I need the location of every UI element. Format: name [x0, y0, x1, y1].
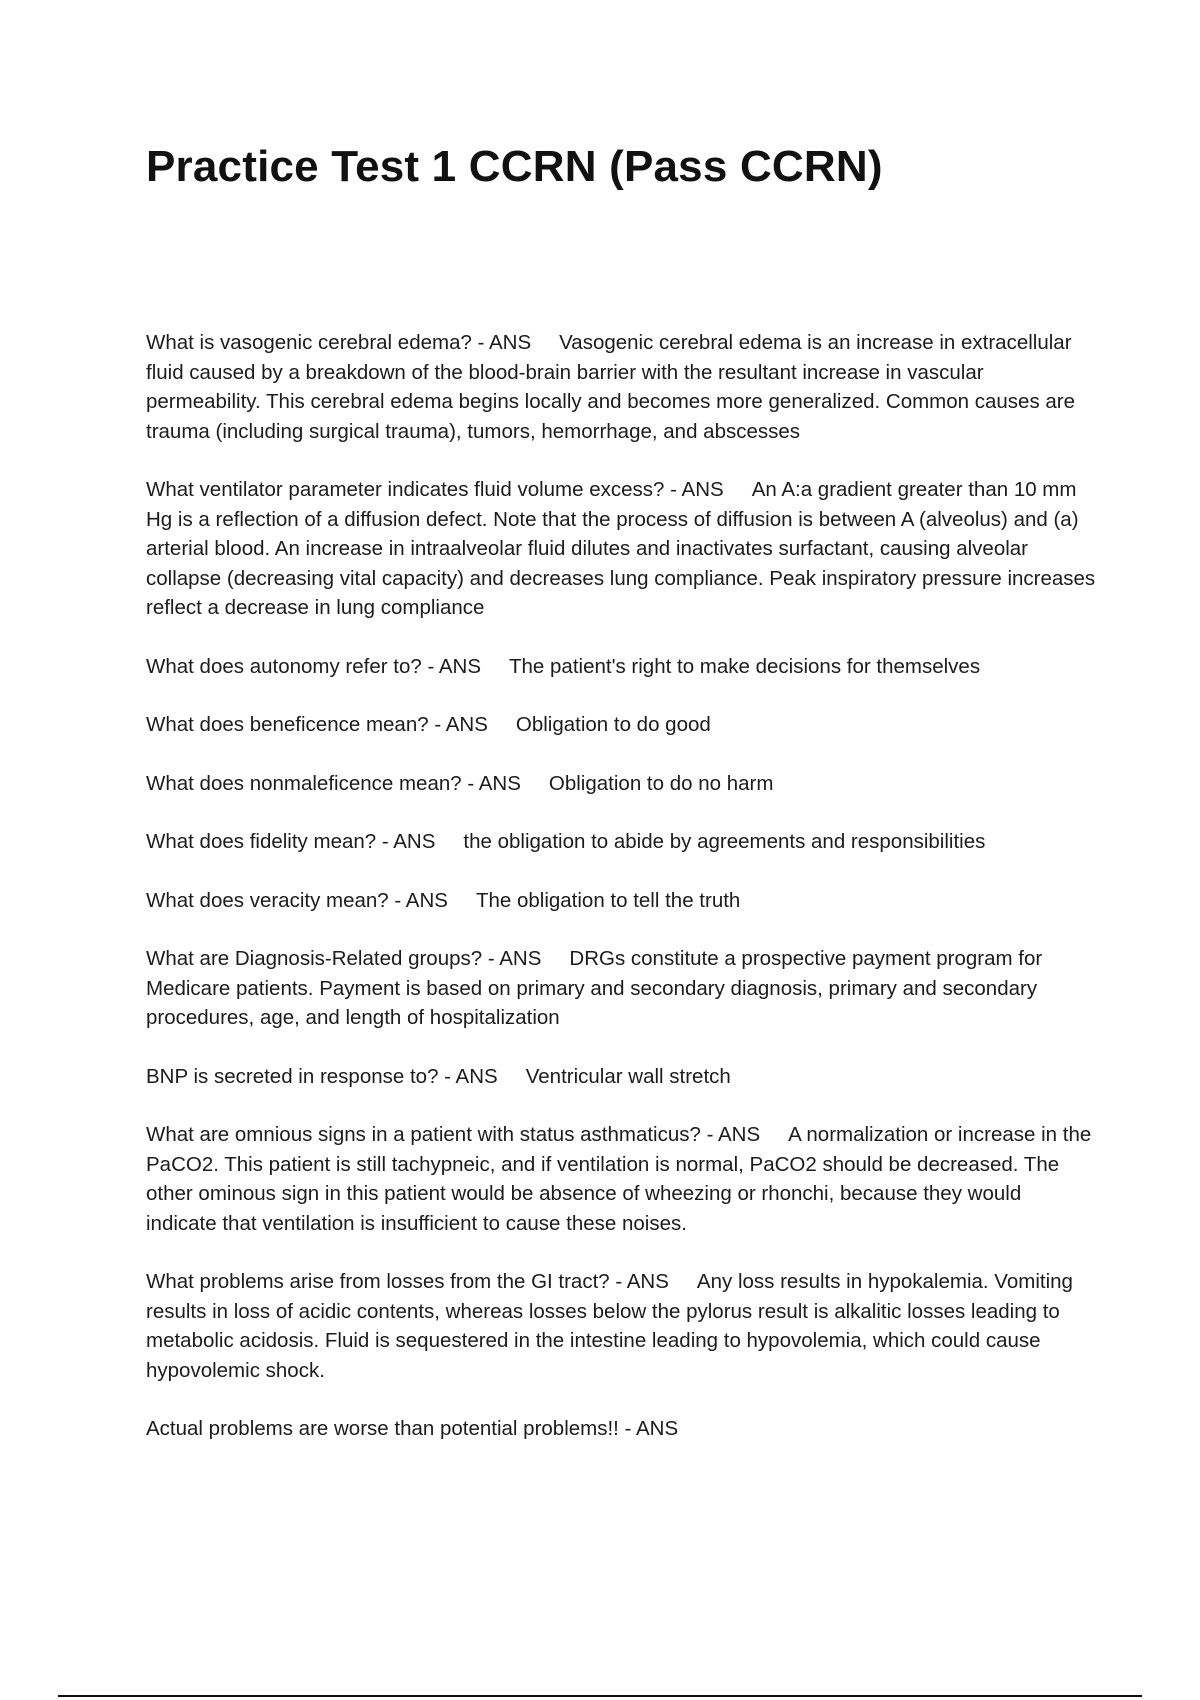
- question-text: What are omnious signs in a patient with status asthmaticus? - ANS: [146, 1123, 761, 1146]
- answer-text: the obligation to abide by agreements and responsibilities: [463, 830, 986, 853]
- answer-text: The obligation to tell the truth: [475, 888, 741, 912]
- question-text: Actual problems are worse than potential problems!! - ANS: [146, 1417, 679, 1440]
- question-text: What does veracity mean? - ANS: [146, 888, 448, 912]
- question-text: What does nonmaleficence mean? - ANS: [146, 771, 521, 795]
- question-text: BNP is secreted in response to? - ANS: [146, 1064, 498, 1088]
- question-text: What does autonomy refer to? - ANS: [146, 654, 481, 678]
- qa-item: [146, 1120, 1096, 1238]
- answer-text: Vasogenic cerebral edema is an increase in extracellular fluid caused by a breakdown of the blood-brain barrier with the resultant increase in vascular permeability. This cerebral edema begins locally and becomes more generalized. Common causes are trauma (including surgical trauma), tumors, hemorrhage, and abscesses: [146, 331, 1076, 443]
- answer-text: An A:a gradient greater than 10 mm Hg is a reflection of a diffusion defect. Note that the process of diffusion is between A (alveolus) and (a) arterial blood. An increase in intraalveolar fluid dilutes and inactivates surfactant, causing alveolar collapse (decreasing vital capacity) and decreases lung compliance. Peak inspiratory pressure increases reflect a decrease in lung compliance: [146, 478, 1096, 619]
- answer-text: The patient's right to make decisions for themselves: [509, 654, 981, 678]
- qa-item: [146, 1267, 1096, 1385]
- qa-item: [146, 475, 1096, 623]
- question-text: What ventilator parameter indicates fluid volume excess? - ANS: [146, 478, 724, 501]
- qa-item: [146, 328, 1096, 446]
- page-title: Practice Test 1 CCRN (Pass CCRN): [146, 142, 883, 191]
- answer-text: A normalization or increase in the PaCO2. This patient is still tachypneic, and if ventilation is normal, PaCO2 should be decreased. The other ominous sign in this patient would be absence of wheezing or rhonchi, because they would indicate that ventilation is insufficient to cause these noises.: [146, 1123, 1092, 1235]
- qa-item: [146, 827, 1096, 857]
- qa-item: [146, 1414, 1096, 1444]
- question-text: What does beneficence mean? - ANS: [146, 713, 488, 736]
- qa-item: [146, 886, 1096, 916]
- qa-list: [146, 328, 1096, 1473]
- question-text: What are Diagnosis-Related groups? - ANS: [146, 947, 542, 970]
- answer-text: Obligation to do no harm: [548, 771, 774, 795]
- answer-text: Ventricular wall stretch: [525, 1064, 731, 1088]
- qa-item: [146, 710, 1096, 740]
- answer-text: DRGs constitute a prospective payment program for Medicare patients. Payment is based on primary and secondary diagnosis, primary and secondary procedures, age, and length of hospitalization: [146, 947, 1043, 1029]
- answer-text: Any loss results in hypokalemia. Vomiting results in loss of acidic contents, whereas losses below the pylorus result is alkalitic losses leading to metabolic acidosis. Fluid is sequestered in the intestine leading to hypovolemia, which could cause hypovolemic shock.: [146, 1270, 1073, 1382]
- answer-text: Obligation to do good: [515, 713, 711, 736]
- question-text: What problems arise from losses from the GI tract? - ANS: [146, 1270, 669, 1293]
- qa-item: [146, 769, 1096, 799]
- question-text: What does fidelity mean? - ANS: [146, 830, 436, 853]
- footer-divider: [58, 1695, 1142, 1697]
- qa-item: [146, 944, 1096, 1033]
- qa-item: [146, 1062, 1096, 1092]
- qa-item: [146, 652, 1096, 682]
- question-text: What is vasogenic cerebral edema? - ANS: [146, 331, 532, 354]
